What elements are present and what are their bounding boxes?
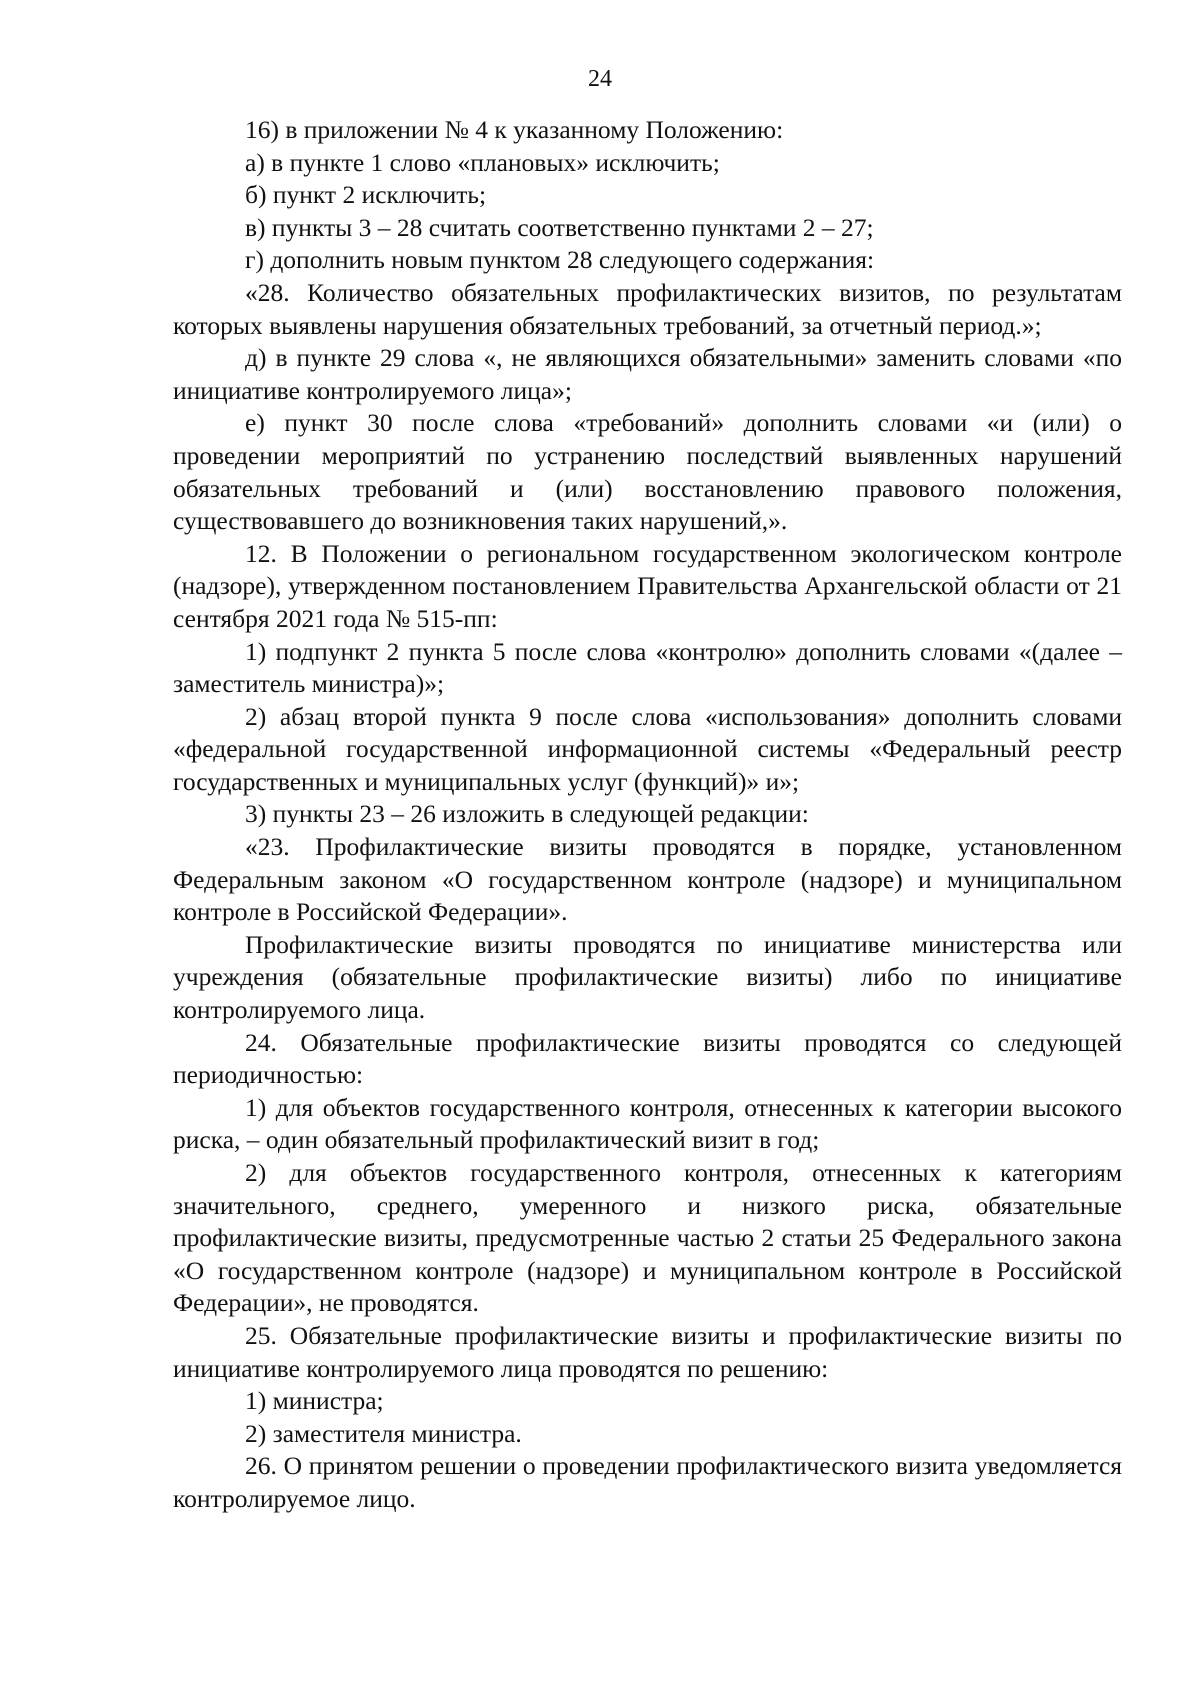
paragraph-subitem-e: е) пункт 30 после слова «требований» дополнить словами «и (или) о проведении мероприятий по устранению последствий выявленных нарушений обязательных требований и (или) восстановлению правового положения, существовавшего до возникновения таких нарушений,». bbox=[173, 408, 1122, 536]
paragraph-point-24-sub-1: 1) для объектов государственного контроля, отнесенных к категории высокого риска, – один обязательный профилактический визит в год; bbox=[173, 1092, 1122, 1155]
paragraph-point-23: «23. Профилактические визиты проводятся в порядке, установленном Федеральным законом «О государственном контроле (надзоре) и муниципальном контроле в Российской Федерации». bbox=[173, 832, 1122, 927]
paragraph-point-23-continued: Профилактические визиты проводятся по инициативе министерства или учреждения (обязательные профилактические визиты) либо по инициативе контролируемого лица. bbox=[173, 929, 1122, 1025]
paragraph-point-24-sub-2: 2) для объектов государственного контроля, отнесенных к категориям значительного, среднего, умеренного и низкого риска, обязательные профилактические визиты, предусмотренные частью 2 статьи 25 Федерального закона «О государственном контроле (надзоре) и муниципальном контроле в Российской Федерации», не проводятся. bbox=[173, 1158, 1122, 1318]
paragraph-item-12: 12. В Положении о региональном государственном экологическом контроле (надзоре), утвержденном постановлением Правительства Архангельской области от 21 сентября 2021 года № 515-пп: bbox=[173, 538, 1122, 633]
paragraph-subitem-2: 2) абзац второй пункта 9 после слова «использования» дополнить словами «федеральной государственной информационной системы «Федеральный реестр государственных и муниципальных услуг (функций)» и»; bbox=[173, 701, 1122, 796]
paragraph-point-26: 26. О принятом решении о проведении профилактического визита уведомляется контролируемое лицо. bbox=[173, 1451, 1122, 1513]
paragraph-point-24: 24. Обязательные профилактические визиты проводятся со следующей периодичностью: bbox=[173, 1027, 1122, 1090]
paragraph-subitem-1: 1) подпункт 2 пункта 5 после слова «контролю» дополнить словами «(далее – заместитель министра)»; bbox=[173, 636, 1122, 699]
paragraph-subitem-3: 3) пункты 23 – 26 изложить в следующей редакции: bbox=[245, 799, 809, 829]
paragraph-subitem-a: а) в пункте 1 слово «плановых» исключить; bbox=[245, 147, 720, 177]
document-body bbox=[173, 114, 1122, 1516]
page-number: 24 bbox=[588, 66, 612, 92]
paragraph-subitem-d: д) в пункте 29 слова «, не являющихся обязательными» заменить словами «по инициативе контролируемого лица»; bbox=[173, 343, 1122, 405]
paragraph-subitem-v: в) пункты 3 – 28 считать соответственно пунктами 2 – 27; bbox=[245, 212, 874, 242]
paragraph-subitem-g: г) дополнить новым пунктом 28 следующего содержания: bbox=[245, 245, 875, 275]
paragraph-point-25: 25. Обязательные профилактические визиты и профилактические визиты по инициативе контролируемого лица проводятся по решению: bbox=[173, 1320, 1122, 1383]
paragraph-subitem-b: б) пункт 2 исключить; bbox=[245, 180, 487, 210]
paragraph-point-25-sub-2: 2) заместителя министра. bbox=[245, 1418, 522, 1448]
paragraph-point-28-text: «28. Количество обязательных профилактических визитов, по результатам которых выявлены нарушения обязательных требований, за отчетный период.»; bbox=[173, 277, 1122, 340]
paragraph-item-16: 16) в приложении № 4 к указанному Положению: bbox=[245, 115, 784, 144]
paragraph-point-25-sub-1: 1) министра; bbox=[245, 1386, 384, 1416]
